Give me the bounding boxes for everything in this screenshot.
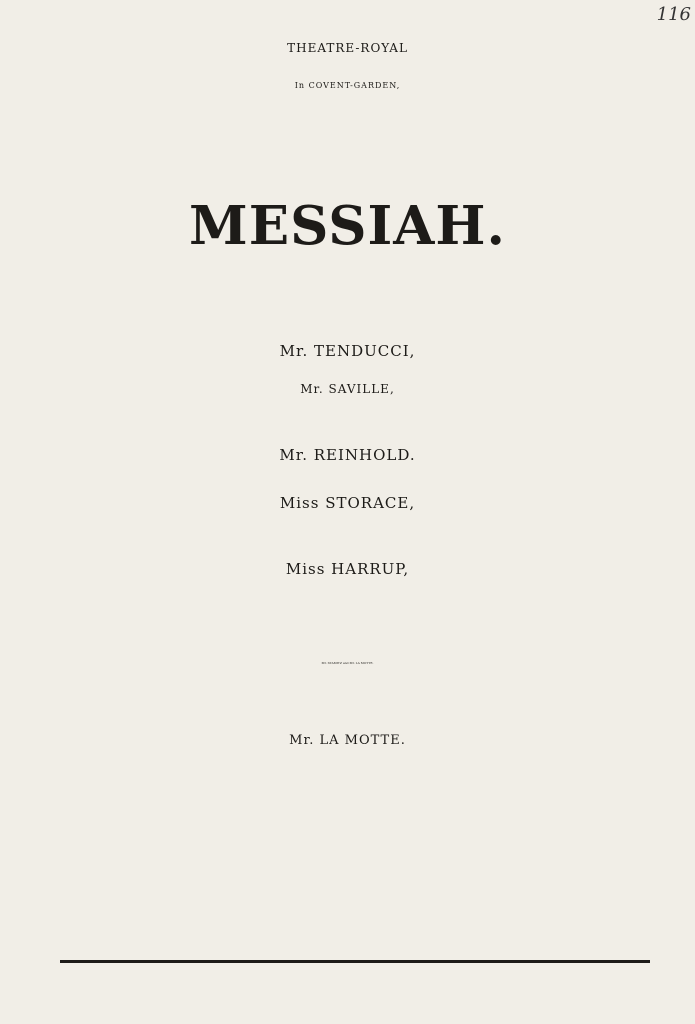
singer-tenducci: Mr. TENDUCCI, (279, 342, 416, 360)
singer-saville: Mr. SAVILLE, (300, 382, 395, 396)
singer-reinhold: Mr. REINHOLD. (279, 446, 416, 464)
theatre-name: THEATRE-ROYAL (287, 41, 408, 55)
page-number: 116 (656, 4, 691, 25)
oratorio-title: MESSIAH. (189, 195, 506, 257)
concerto-performer: Mr. LA MOTTE. (289, 733, 406, 748)
singer-harrup: Miss HARRUP, (285, 560, 410, 578)
divider-rule (60, 960, 650, 963)
duetto-performers: Mr. STAMITZ and Mr. LA MOTTE. (321, 661, 374, 665)
singer-storace: Miss STORACE, (279, 494, 416, 512)
theatre-location: In COVENT-GARDEN, (294, 81, 401, 90)
